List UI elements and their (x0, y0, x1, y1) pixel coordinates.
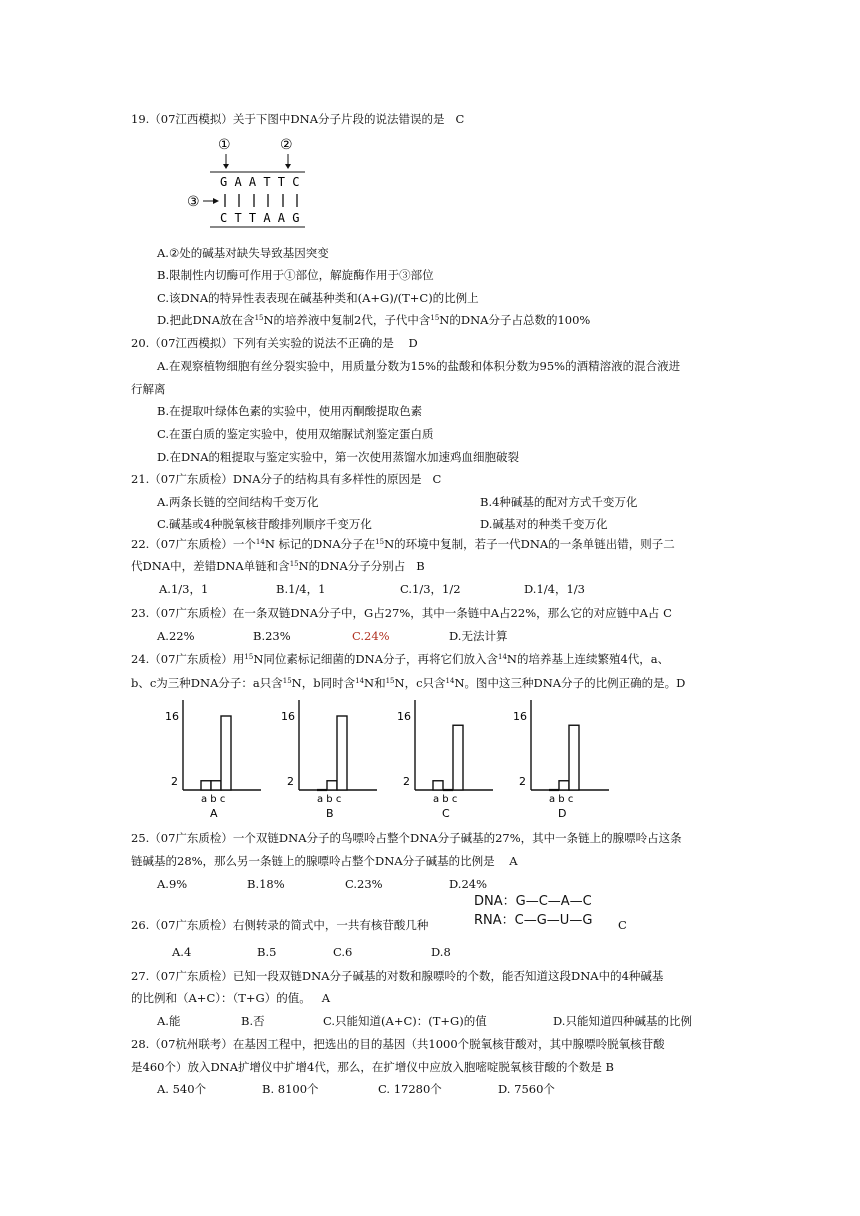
q28-option-d: D. 7560个 (498, 1082, 555, 1096)
chart-C-tick-2: 2 (403, 774, 410, 788)
transcription-dna-line: DNA：G—C—A—C (474, 894, 592, 909)
chart-B-tick-16: 16 (281, 710, 295, 723)
chart-C-bar-a (433, 781, 443, 790)
chart-A-tick-16: 16 (165, 710, 179, 723)
q20-option-d: D.在DNA的粗提取与鉴定实验中，第一次使用蒸馏水加速鸡血细胞破裂 (157, 450, 520, 464)
chart-B-tick-2: 2 (287, 774, 294, 788)
q23-option-b: B.23% (253, 629, 291, 643)
q26-answer: C (618, 918, 627, 932)
q27-stem-line2: 的比例和（A+C）：（T+G）的值。 A (131, 991, 331, 1005)
q20-option-c: C.在蛋白质的鉴定实验中，使用双缩脲试剂鉴定蛋白质 (157, 427, 434, 441)
bottom-strand: C T T A A G (220, 211, 300, 225)
q28-option-b: B. 8100个 (262, 1082, 319, 1096)
chart-D-panel-label: D (558, 807, 567, 820)
q19-stem: 19.（07江西模拟）关于下图中DNA分子片段的说法错误的是 C (131, 112, 465, 126)
q21-stem: 21.（07广东质检）DNA分子的结构具有多样性的原因是 C (131, 472, 442, 486)
q24-stem-line2: b、c为三种DNA分子：a只含$^{15}$N，b同时含$^{14}$N和$^{15}$N，c只含$^{14}$N。图中这三种DNA分子的比例正确的是。D (131, 676, 686, 690)
q26-option-b: B.5 (257, 945, 277, 959)
chart-D-category-labels: a b c (549, 794, 574, 805)
q26-option-d: D.8 (431, 945, 451, 959)
q20-stem: 20.（07江西模拟）下列有关实验的说法不正确的是 D (131, 336, 418, 350)
q19-option-c: C.该DNA的特异性表表现在碱基种类和(A+G)/(T+C)的比例上 (157, 291, 479, 305)
q26-option-c: C.6 (333, 945, 353, 959)
chart-A-panel-label: A (210, 807, 218, 820)
chart-B-category-labels: a b c (317, 794, 342, 805)
q20-option-a-cont: 行解离 (131, 382, 166, 396)
q23-option-d: D.无法计算 (449, 629, 508, 643)
q28-option-c: C. 17280个 (378, 1082, 442, 1096)
q25-option-c: C.23% (345, 877, 383, 891)
q27-option-d: D.只能知道四种碱基的比例 (553, 1014, 692, 1028)
chart-A-bar-b (211, 781, 221, 790)
dna-fragment-figure (185, 134, 315, 230)
q27-option-b: B.否 (241, 1014, 265, 1028)
q25-stem-line2: 链碱基的28%，那么另一条链上的腺嘌呤占整个DNA分子碱基的比例是 A (131, 854, 518, 868)
chart-C-tick-16: 16 (397, 710, 411, 723)
q22-stem-line2: 代DNA中，差错DNA单链和含$^{15}$N的DNA分子分别占 B (131, 559, 425, 573)
q28-option-a: A. 540个 (157, 1082, 207, 1096)
q19-option-a: A.②处的碱基对缺失导致基因突变 (157, 246, 329, 260)
q26-stem: 26.（07广东质检）右侧转录的简式中，一共有核苷酸几种 (131, 918, 429, 932)
q23-option-a: A.22% (157, 629, 195, 643)
chart-D-bar-c (569, 725, 579, 790)
chart-B-bar-b (327, 781, 337, 790)
chart-A-bar-c (221, 716, 231, 790)
chart-D-bar-b (559, 781, 569, 790)
q27-option-c: C.只能知道(A+C)：(T+G)的值 (323, 1014, 487, 1028)
chart-C-panel-label: C (442, 807, 450, 820)
transcription-rna-line: RNA：C—G—U—G (474, 913, 593, 928)
top-strand: G A A T T C (220, 175, 300, 189)
q22-option-c: C.1/3，1/2 (400, 582, 461, 596)
q22-option-a: A.1/3，1 (159, 582, 209, 596)
q20-option-a: A.在观察植物细胞有丝分裂实验中，用质量分数为15%的盐酸和体积分数为95%的酒精溶液的混合液进 (157, 359, 681, 373)
q25-stem-line1: 25.（07广东质检）一个双链DNA分子的鸟嘌呤占整个DNA分子碱基的27%，其中一条链上的腺嘌呤占这条 (131, 831, 682, 845)
q22-stem-line1: 22.（07广东质检）一个$^{14}$N 标记的DNA分子在$^{15}$N的环境中复制，若子一代DNA的一条单链出错，则子二 (131, 537, 675, 551)
q28-stem-line2: 是460个）放入DNA扩增仪中扩增4代，那么，在扩增仪中应放入胞嘧啶脱氧核苷酸的个数是 B (131, 1060, 614, 1074)
q21-option-c: C.碱基或4种脱氧核苷酸排列顺序千变万化 (157, 517, 372, 531)
chart-D-tick-16: 16 (513, 710, 527, 723)
chart-B-panel-label: B (326, 807, 334, 820)
dna-ratio-bar-charts (155, 696, 615, 824)
chart-A-tick-2: 2 (171, 774, 178, 788)
marker-2: ② (280, 137, 293, 153)
q25-option-a: A.9% (157, 877, 188, 891)
q21-option-a: A.两条长链的空间结构千变万化 (157, 495, 319, 509)
q25-option-d: D.24% (449, 877, 488, 891)
q21-option-d: D.碱基对的种类千变万化 (480, 517, 608, 531)
chart-A-category-labels: a b c (201, 794, 226, 805)
q24-stem-line1: 24.（07广东质检）用$^{15}$N同位素标记细菌的DNA分子，再将它们放入含$^{14}$N的培养基上连续繁殖4代，a、 (131, 652, 670, 666)
chart-B-bar-c (337, 716, 347, 790)
chart-C-bar-c (453, 725, 463, 790)
q26-option-a: A.4 (172, 945, 192, 959)
q20-option-b: B.在提取叶绿体色素的实验中，使用丙酮酸提取色素 (157, 404, 423, 418)
chart-D-tick-2: 2 (519, 774, 526, 788)
q25-option-b: B.18% (247, 877, 285, 891)
q21-option-b: B.4种碱基的配对方式千变万化 (480, 495, 638, 509)
q23-stem: 23.（07广东质检）在一条双链DNA分子中，G占27%，其中一条链中A占22%，那么它的对应链中A占 C (131, 606, 672, 620)
marker-1: ① (218, 137, 231, 153)
marker-3: ③ (187, 194, 200, 210)
chart-C-category-labels: a b c (433, 794, 458, 805)
q19-option-b: B.限制性内切酶可作用于①部位，解旋酶作用于③部位 (157, 268, 434, 282)
q27-stem-line1: 27.（07广东质检）已知一段双链DNA分子碱基的对数和腺嘌呤的个数，能否知道这段DNA中的4种碱基 (131, 969, 664, 983)
q28-stem-line1: 28.（07杭州联考）在基因工程中，把选出的目的基因（共1000个脱氧核苷酸对，其中腺嘌呤脱氧核苷酸 (131, 1037, 665, 1051)
hydrogen-bonds (225, 194, 297, 207)
q27-option-a: A.能 (157, 1014, 181, 1028)
chart-A-bar-a (201, 781, 211, 790)
q23-option-c: C.24% (352, 629, 390, 643)
q19-option-d: D.把此DNA放在含$^{15}$N的培养液中复制2代，子代中含$^{15}$N的DNA分子占总数的100% (157, 313, 591, 327)
q22-option-b: B.1/4，1 (276, 582, 326, 596)
q22-option-d: D.1/4，1/3 (524, 582, 585, 596)
